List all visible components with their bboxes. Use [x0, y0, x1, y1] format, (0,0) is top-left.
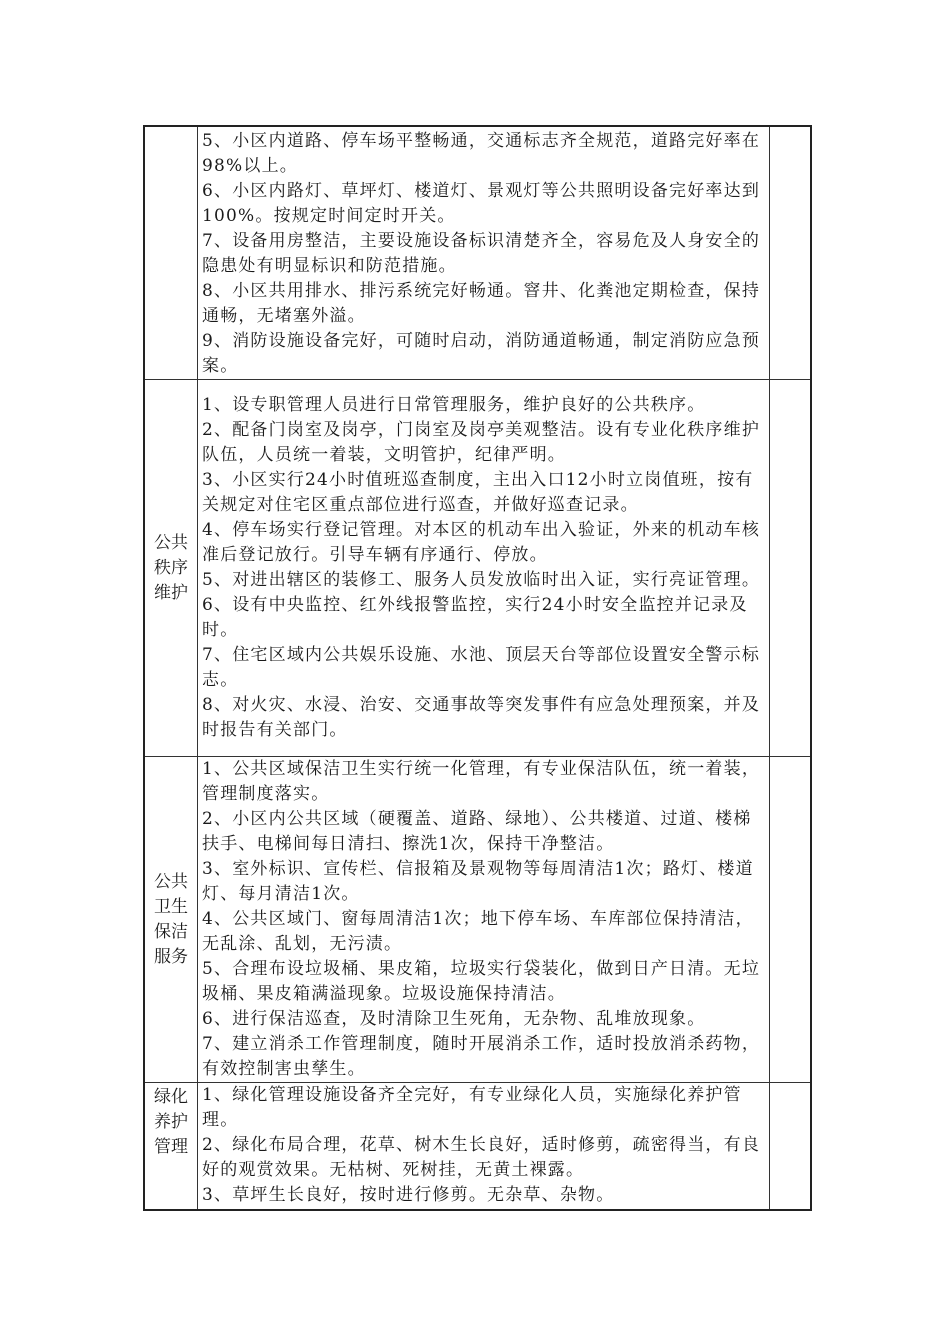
score-cell: [770, 126, 812, 380]
category-label: 公共卫生保洁服务: [154, 871, 188, 967]
list-item: 6、小区内路灯、草坪灯、楼道灯、景观灯等公共照明设备完好率达到100%。按规定时间定时开关。: [202, 181, 761, 226]
list-item: 6、设有中央监控、红外线报警监控，实行24小时安全监控并记录及时。: [202, 595, 748, 640]
list-item: 1、设专职管理人员进行日常管理服务，维护良好的公共秩序。: [202, 395, 706, 415]
list-item: 6、进行保洁巡查，及时清除卫生死角，无杂物、乱堆放现象。: [202, 1009, 706, 1029]
list-item: 8、小区共用排水、排污系统完好畅通。窨井、化粪池定期检查，保持通畅，无堵塞外溢。: [202, 281, 761, 326]
category-cell: [144, 380, 198, 757]
standards-table-page: [143, 125, 808, 1207]
category-label: 公共秩序维护: [154, 532, 188, 603]
list-item: 1、公共区域保洁卫生实行统一化管理，有专业保洁队伍，统一着装，管理制度落实。: [202, 759, 761, 804]
list-item: 5、合理布设垃圾桶、果皮箱，垃圾实行袋装化，做到日产日清。无垃圾桶、果皮箱满溢现象。垃圾设施保持清洁。: [202, 959, 761, 1004]
content-cell: [198, 380, 770, 757]
list-item: 5、小区内道路、停车场平整畅通，交通标志齐全规范，道路完好率在98%以上。: [202, 131, 761, 176]
service-standards-table: [143, 125, 812, 1211]
table-row: [144, 126, 811, 380]
list-item: 7、设备用房整洁，主要设施设备标识清楚齐全，容易危及人身安全的隐患处有明显标识和防范措施。: [202, 231, 761, 276]
list-item: 3、小区实行24小时值班巡查制度，主出入口12小时立岗值班，按有关规定对住宅区重点部位进行巡查，并做好巡查记录。: [202, 470, 754, 515]
list-item: 8、对火灾、水浸、治安、交通事故等突发事件有应急处理预案，并及时报告有关部门。: [202, 695, 761, 740]
list-item: 1、绿化管理设施设备齐全完好，有专业绿化人员，实施绿化养护管理。: [202, 1085, 742, 1131]
list-item: 3、室外标识、宣传栏、信报箱及景观物等每周清洁1次；路灯、楼道灯、每月清洁1次。: [202, 859, 754, 904]
category-label: 绿化养护管理: [154, 1087, 188, 1157]
category-cell: [144, 1083, 198, 1210]
list-item: 4、公共区域门、窗每周清洁1次；地下停车场、车库部位保持清洁，无乱涂、乱划，无污渍。: [202, 909, 754, 954]
list-item: 2、小区内公共区域（硬覆盖、道路、绿地）、公共楼道、过道、楼梯扶手、电梯间每日清扫、擦洗1次，保持干净整洁。: [202, 809, 752, 854]
list-item: 7、住宅区域内公共娱乐设施、水池、顶层天台等部位设置安全警示标志。: [202, 645, 761, 690]
table-row: [144, 1083, 811, 1210]
list-item: 2、绿化布局合理，花草、树木生长良好，适时修剪，疏密得当，有良好的观赏效果。无枯树、死树挂，无黄土裸露。: [202, 1135, 761, 1181]
list-item: 5、对进出辖区的装修工、服务人员发放临时出入证，实行亮证管理。: [202, 570, 761, 590]
category-cell: [144, 126, 198, 380]
score-cell: [770, 757, 812, 1083]
score-cell: [770, 380, 812, 757]
category-cell: [144, 757, 198, 1083]
list-item: 4、停车场实行登记管理。对本区的机动车出入验证，外来的机动车核准后登记放行。引导车辆有序通行、停放。: [202, 520, 761, 565]
content-cell: [198, 757, 770, 1083]
list-item: 7、建立消杀工作管理制度，随时开展消杀工作，适时投放消杀药物，有效控制害虫孳生。: [202, 1034, 761, 1079]
content-cell: [198, 1083, 770, 1210]
table-row: [144, 757, 811, 1083]
score-cell: [770, 1083, 812, 1210]
table-row: [144, 380, 811, 757]
content-cell: [198, 126, 770, 380]
list-item: 9、消防设施设备完好，可随时启动，消防通道畅通，制定消防应急预案。: [202, 331, 761, 376]
list-item: 3、草坪生长良好，按时进行修剪。无杂草、杂物。: [202, 1185, 615, 1206]
list-item: 2、配备门岗室及岗亭，门岗室及岗亭美观整洁。设有专业化秩序维护队伍，人员统一着装，文明管护，纪律严明。: [202, 420, 761, 465]
